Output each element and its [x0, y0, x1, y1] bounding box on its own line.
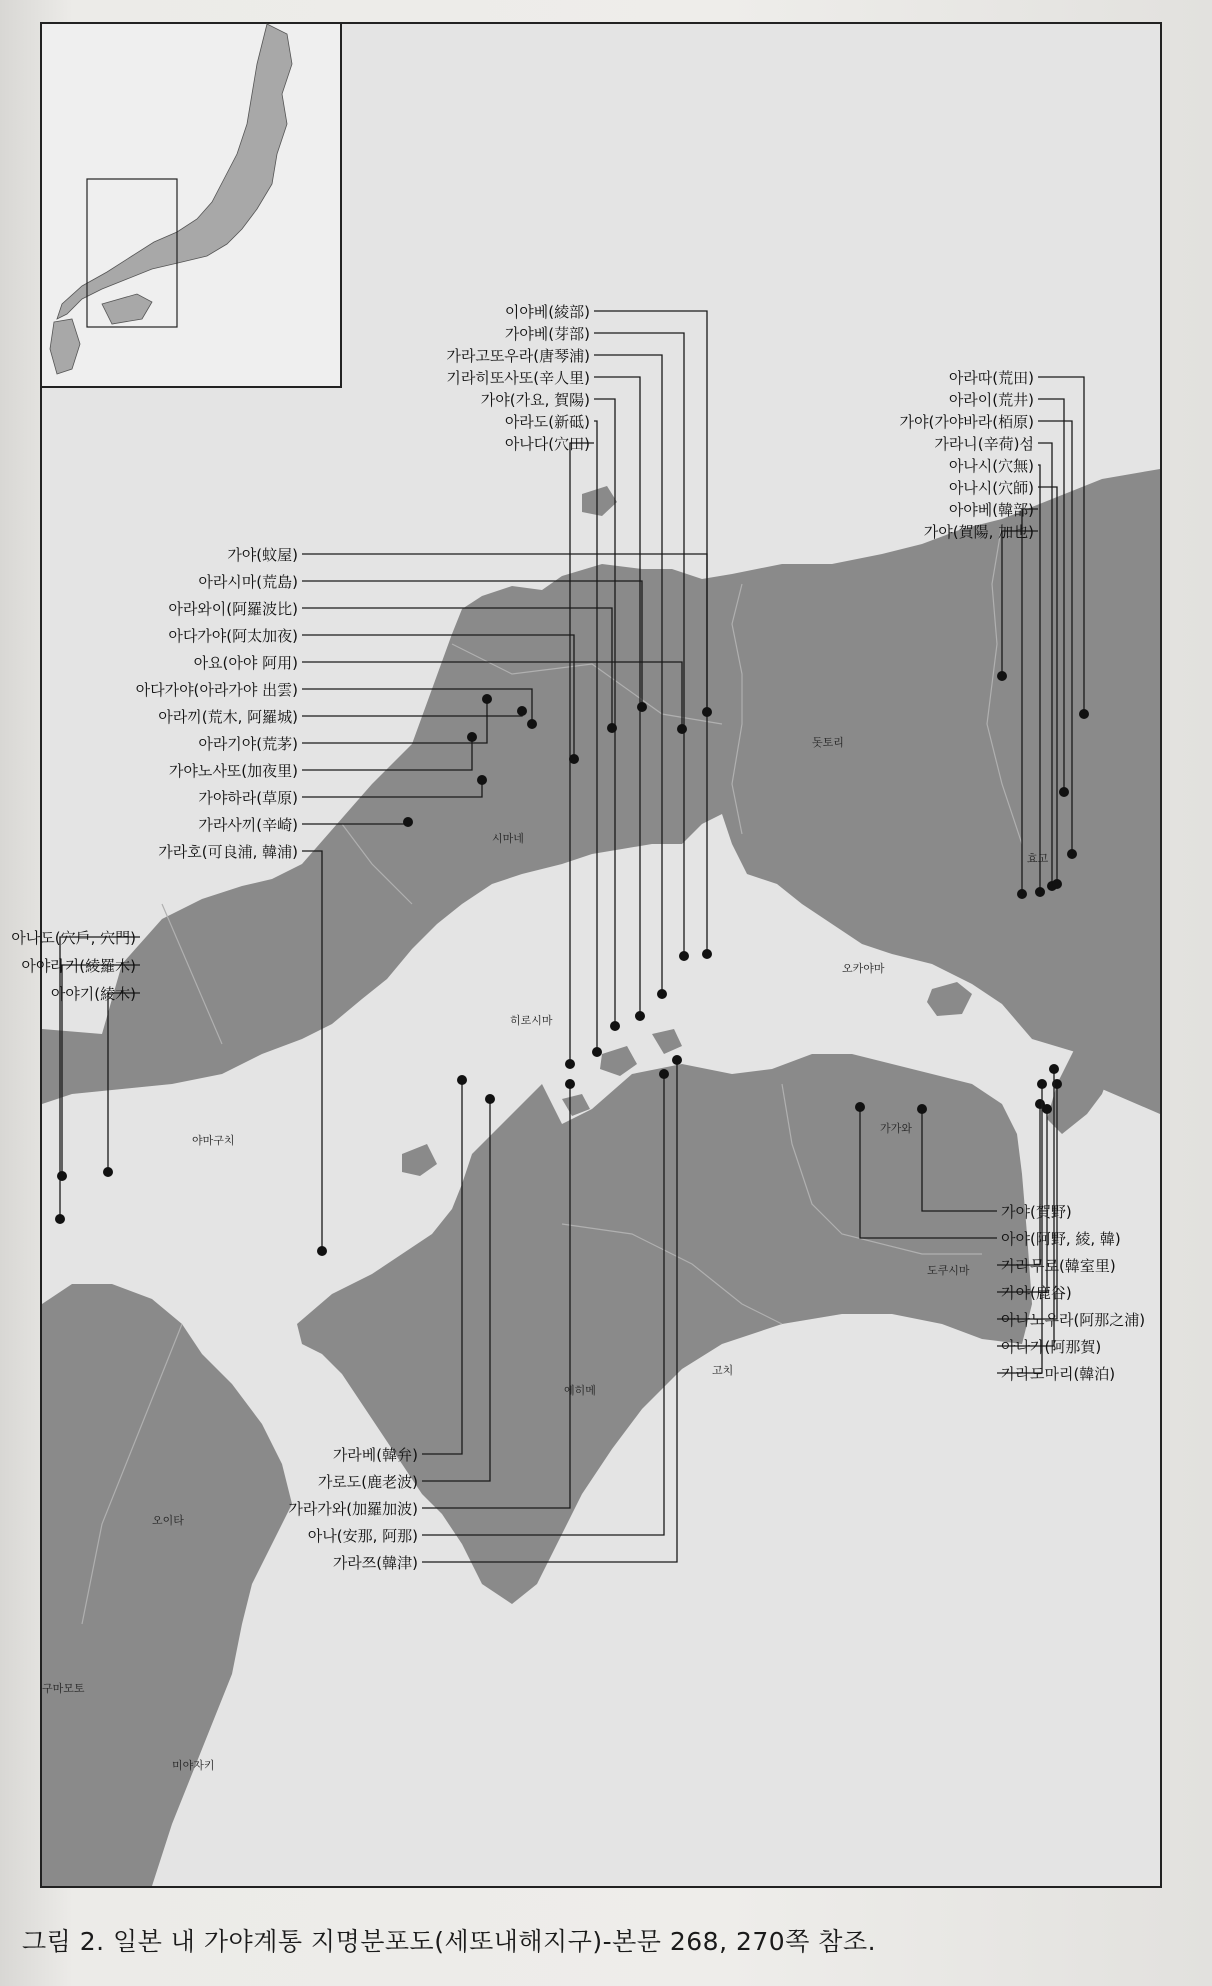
site-marker [527, 719, 537, 729]
site-marker [485, 1094, 495, 1104]
place-label: 아다가야(阿太加夜) [168, 627, 298, 645]
place-label: 아야라기(綾羅木) [21, 957, 136, 975]
site-marker [1059, 787, 1069, 797]
site-marker [702, 707, 712, 717]
pref-label-kagawa: 가가와 [880, 1122, 912, 1135]
place-label: 가라가와(加羅加波) [288, 1500, 418, 1518]
site-marker [592, 1047, 602, 1057]
place-label: 가야(賀野) [1001, 1203, 1072, 1221]
place-label: 아나다(穴田) [504, 435, 590, 453]
place-label: 아나(安那, 阿那) [307, 1527, 418, 1545]
island-geiyo-1 [600, 1046, 637, 1076]
place-label: 아요(아야 阿用) [193, 654, 298, 672]
japan-inset-svg [42, 24, 340, 386]
inset-kyushu [50, 319, 80, 374]
place-label: 가라니(辛荷)섬 [934, 435, 1034, 453]
site-marker [467, 732, 477, 742]
site-marker [1035, 887, 1045, 897]
pref-label-hyogo: 효고 [1027, 852, 1049, 865]
place-label: 아나도(穴戶, 穴門) [11, 929, 136, 947]
site-marker [517, 706, 527, 716]
site-marker [672, 1055, 682, 1065]
site-marker [403, 817, 413, 827]
place-label: 가야(가야바라(栢原) [899, 413, 1034, 431]
place-label: 아라기야(荒茅) [198, 735, 298, 753]
site-marker [1052, 879, 1062, 889]
island-geiyo-2 [652, 1029, 682, 1054]
site-marker [855, 1102, 865, 1112]
place-label: 가라무로(韓室里) [1001, 1257, 1116, 1275]
island-shodoshima [927, 982, 972, 1016]
site-marker [659, 1069, 669, 1079]
site-marker [635, 1011, 645, 1021]
site-marker [482, 694, 492, 704]
pref-label-oita: 오이타 [152, 1514, 184, 1527]
place-label: 아라와이(阿羅波比) [168, 600, 298, 618]
pref-label-hiroshima: 히로시마 [510, 1014, 553, 1027]
place-label: 가라사끼(辛崎) [198, 816, 298, 834]
place-label: 가라쯔(韓津) [332, 1554, 418, 1572]
site-marker [657, 989, 667, 999]
place-label: 아야베(韓部) [948, 501, 1034, 519]
place-label: 아나노우라(阿那之浦) [1001, 1311, 1146, 1329]
place-label: 가야하라(草原) [198, 789, 298, 807]
pref-label-tottori: 돗토리 [812, 736, 844, 749]
pref-label-yamaguchi: 야마구치 [192, 1134, 235, 1147]
place-label: 아라따(荒田) [948, 369, 1034, 387]
pref-label-kochi: 고치 [712, 1364, 734, 1377]
place-label: 아다가야(아라가야 出雲) [135, 681, 298, 699]
map-frame [11, 22, 1162, 1888]
place-label: 가야(賀陽, 加也) [923, 523, 1034, 541]
landmass-kyushu [42, 1284, 292, 1886]
place-label: 가야(가요, 賀陽) [480, 391, 590, 409]
place-label: 가야(蚊屋) [227, 546, 298, 564]
pref-label-kumamoto: 구마모토 [42, 1682, 85, 1695]
site-marker [677, 724, 687, 734]
inset-shikoku [102, 294, 152, 324]
site-marker [1067, 849, 1077, 859]
place-label: 아라도(新砥) [504, 413, 590, 431]
place-label: 가야(鹿谷) [1001, 1284, 1072, 1302]
place-label: 가야노사또(加夜里) [168, 762, 298, 780]
site-marker [565, 1059, 575, 1069]
island-oki [582, 486, 617, 516]
site-marker [1037, 1079, 1047, 1089]
place-label: 아나가(阿那賀) [1001, 1338, 1102, 1356]
figure-caption: 그림 2. 일본 내 가야계통 지명분포도(세또내해지구)-본문 268, 270쪽 참조. [22, 1927, 877, 1956]
site-marker [1049, 1064, 1059, 1074]
site-marker [569, 754, 579, 764]
place-label: 기라히또사또(辛人里) [446, 369, 590, 387]
pref-label-shimane: 시마네 [492, 832, 524, 845]
site-marker [637, 702, 647, 712]
site-marker [1017, 889, 1027, 899]
place-label: 아야기(綾木) [50, 985, 136, 1003]
pref-label-ehime: 에히메 [564, 1384, 596, 1397]
site-marker [317, 1246, 327, 1256]
site-marker [610, 1021, 620, 1031]
site-marker [679, 951, 689, 961]
site-marker [1042, 1104, 1052, 1114]
inset-honshu [57, 24, 292, 319]
site-marker [997, 671, 1007, 681]
japan-inset-map [42, 24, 342, 388]
island-west [402, 1144, 437, 1176]
site-marker [917, 1104, 927, 1114]
place-label: 아라끼(荒木, 阿羅城) [158, 708, 298, 726]
pref-label-miyazaki: 미야자키 [172, 1759, 215, 1772]
pref-label-tokushima: 도쿠시마 [927, 1264, 970, 1277]
place-label: 아나시(穴師) [948, 479, 1034, 497]
site-marker [103, 1167, 113, 1177]
place-label: 아라이(荒井) [948, 391, 1034, 409]
site-marker [565, 1079, 575, 1089]
place-label: 가라베(韓弁) [332, 1446, 418, 1464]
site-marker [57, 1171, 67, 1181]
place-label: 가라고또우라(唐琴浦) [446, 347, 590, 365]
site-marker [702, 949, 712, 959]
place-label: 가야베(芽部) [504, 325, 590, 343]
place-label: 아나시(穴無) [948, 457, 1034, 475]
site-marker [1079, 709, 1089, 719]
site-marker [457, 1075, 467, 1085]
place-label: 가라도마리(韓泊) [1001, 1365, 1116, 1383]
place-label: 아야(阿野, 綾, 韓) [1001, 1230, 1121, 1248]
site-marker [55, 1214, 65, 1224]
place-label: 아라시마(荒島) [198, 573, 298, 591]
pref-label-okayama: 오카야마 [842, 962, 885, 975]
site-marker [607, 723, 617, 733]
place-label: 가라호(可良浦, 韓浦) [158, 843, 298, 861]
site-marker [477, 775, 487, 785]
place-label: 이야베(綾部) [504, 303, 590, 321]
place-label: 가로도(鹿老波) [317, 1473, 418, 1491]
